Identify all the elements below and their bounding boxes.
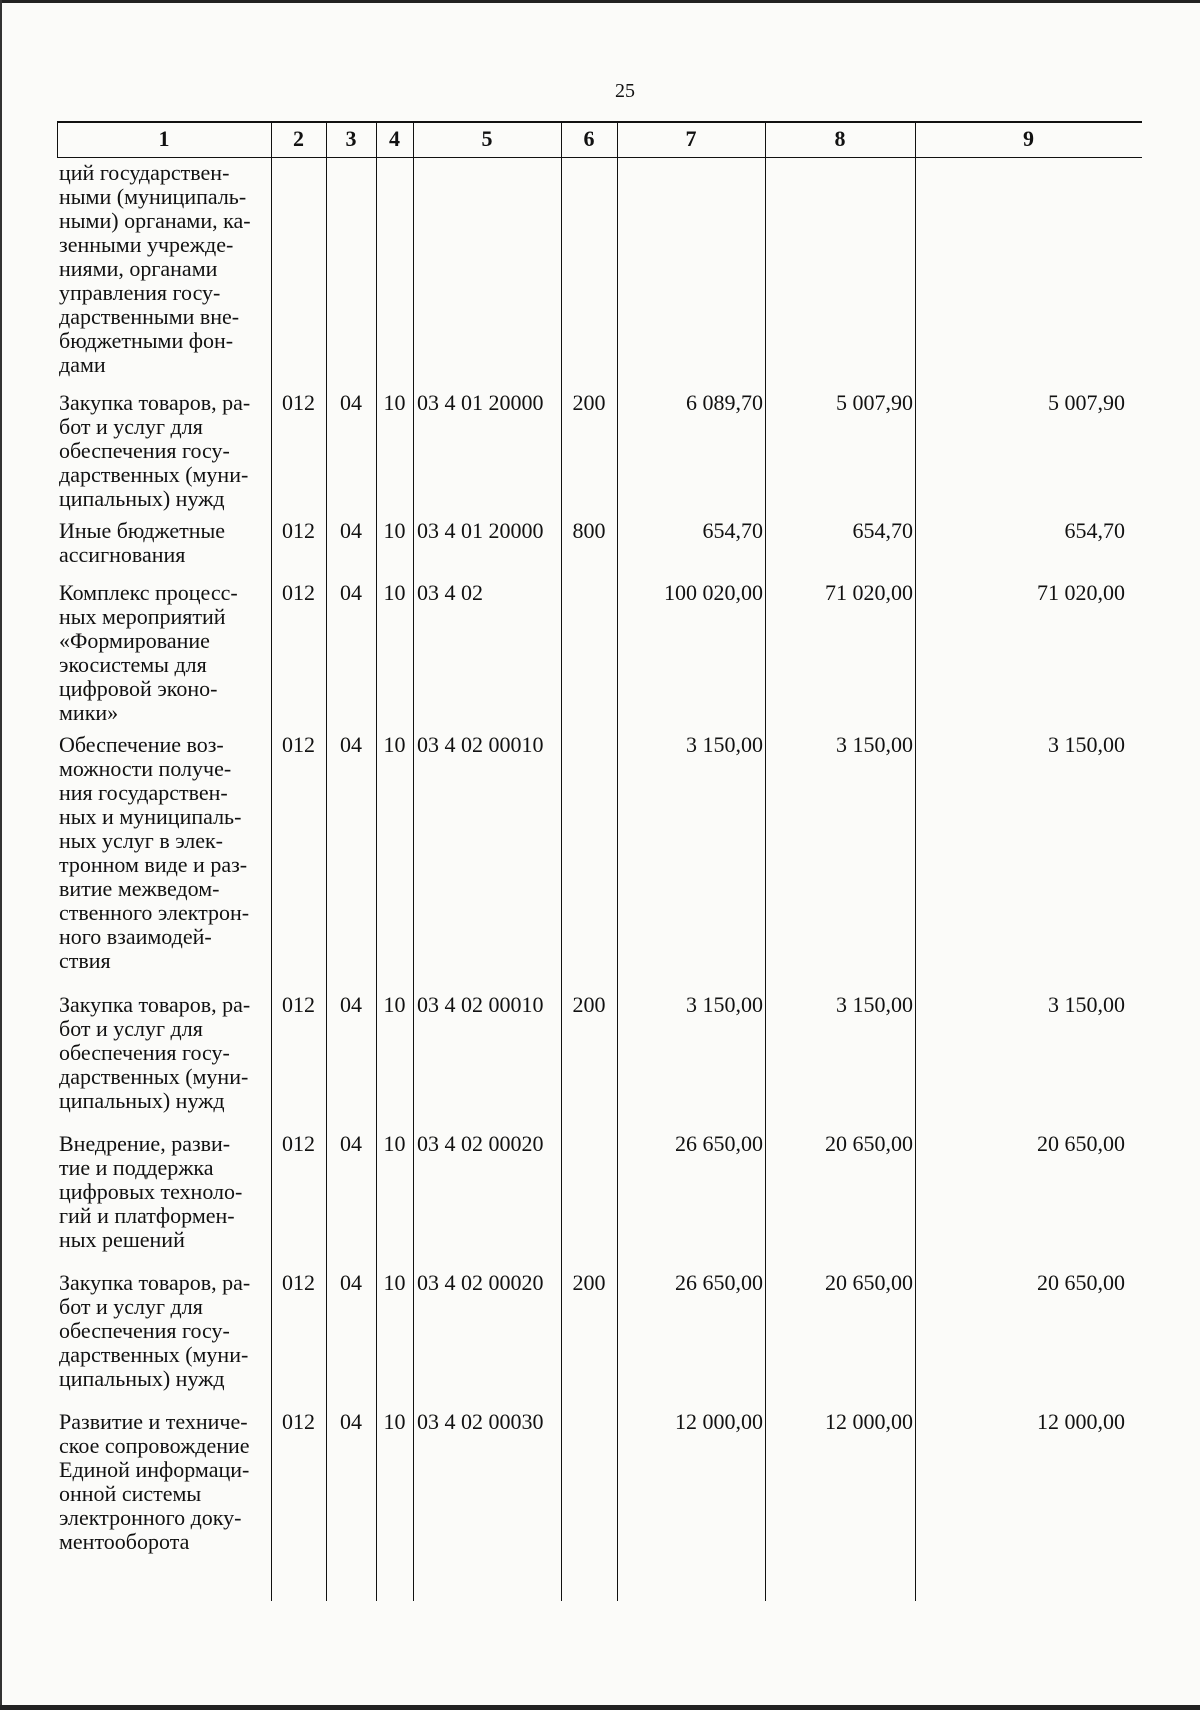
row-name: Обеспечение воз- можности получе- ния государствен- ных и муниципаль- ных услуг в элек- тронном виде и раз- витие межведом- ственного электрон- ного взаимодей- ствия [59, 732, 250, 973]
row-code-target: 03 4 02 00010 [417, 732, 544, 757]
row-code-ministry: 012 [282, 992, 315, 1017]
column-rule [915, 121, 916, 1601]
row-amount-col9: 12 000,00 [1037, 1409, 1125, 1434]
row-code-section: 04 [340, 518, 362, 543]
row-amount-col7: 26 650,00 [675, 1270, 763, 1295]
row-code-subsection: 10 [383, 992, 406, 1017]
row-code-target: 03 4 01 20000 [417, 518, 544, 543]
row-amount-col9: 20 650,00 [1037, 1270, 1125, 1295]
row-code-ministry: 012 [282, 580, 315, 605]
row-name: Комплекс процесс- ных мероприятий «Формирование экосистемы для цифровой эконо- мики» [59, 580, 238, 725]
row-code-ministry: 012 [282, 390, 315, 415]
header-col-9: 9 [1023, 126, 1034, 151]
budget-table [57, 121, 1142, 1601]
row-code-section: 04 [340, 390, 362, 415]
row-amount-col8: 20 650,00 [825, 1131, 913, 1156]
row-amount-col8: 654,70 [852, 518, 913, 543]
row-code-section: 04 [340, 992, 362, 1017]
row-code-section: 04 [340, 1131, 362, 1156]
row-amount-col8: 71 020,00 [825, 580, 913, 605]
row-name: Закупка товаров, ра- бот и услуг для обеспечения госу- дарственных (муни- ципальных) нужд [59, 992, 251, 1113]
row-code-target: 03 4 02 00020 [417, 1131, 544, 1156]
row-amount-col7: 6 089,70 [686, 390, 763, 415]
column-rule [376, 121, 377, 1601]
scan-edge-top [0, 0, 1200, 3]
row-amount-col8: 3 150,00 [836, 992, 913, 1017]
row-amount-col9: 654,70 [1064, 518, 1125, 543]
row-amount-col8: 12 000,00 [825, 1409, 913, 1434]
header-col-2: 2 [293, 126, 304, 151]
row-amount-col8: 5 007,90 [836, 390, 913, 415]
row-name: Внедрение, разви- тие и поддержка цифровых техноло- гий и платформен- ных решений [59, 1131, 243, 1252]
row-code-subsection: 10 [383, 1409, 406, 1434]
header-col-6: 6 [583, 126, 595, 151]
row-code-expense-type: 200 [572, 390, 606, 415]
row-code-target: 03 4 01 20000 [417, 390, 544, 415]
row-name: Закупка товаров, ра- бот и услуг для обеспечения госу- дарственных (муни- ципальных) нужд [59, 390, 251, 511]
row-code-subsection: 10 [383, 1131, 406, 1156]
row-code-expense-type: 200 [572, 992, 606, 1017]
row-amount-col7: 100 020,00 [664, 580, 763, 605]
row-amount-col8: 20 650,00 [825, 1270, 913, 1295]
row-code-section: 04 [340, 580, 362, 605]
column-rule [765, 121, 766, 1601]
row-code-expense-type: 800 [572, 518, 606, 543]
row-amount-col9: 20 650,00 [1037, 1131, 1125, 1156]
row-code-subsection: 10 [383, 390, 406, 415]
row-code-section: 04 [340, 1409, 362, 1434]
row-code-target: 03 4 02 00020 [417, 1270, 544, 1295]
row-amount-col7: 654,70 [702, 518, 763, 543]
row-code-expense-type: 200 [572, 1270, 606, 1295]
row-name: Развитие и техниче- ское сопровождение Единой информаци- онной системы электронного доку- ментооборота [59, 1409, 250, 1554]
row-code-ministry: 012 [282, 1409, 315, 1434]
header-col-4: 4 [389, 126, 400, 151]
row-code-ministry: 012 [282, 732, 315, 757]
row-code-subsection: 10 [383, 580, 406, 605]
header-col-7: 7 [685, 126, 697, 151]
row-code-subsection: 10 [383, 518, 406, 543]
row-name: Закупка товаров, ра- бот и услуг для обеспечения госу- дарственных (муни- ципальных) нужд [59, 1270, 251, 1391]
column-rule [271, 121, 272, 1601]
row-code-ministry: 012 [282, 1131, 315, 1156]
column-rule [326, 121, 327, 1601]
page-number: 25 [615, 80, 635, 102]
column-rule [617, 121, 618, 1601]
row-code-target: 03 4 02 [417, 580, 483, 605]
row-code-section: 04 [340, 1270, 362, 1295]
row-name: Иные бюджетные ассигнования [59, 518, 226, 567]
row-amount-col7: 12 000,00 [675, 1409, 763, 1434]
row-name: ций государствен- ными (муниципаль- ными) органами, ка- зенными учрежде- ниями, органами управления госу- дарственными вне- бюджетными фон- дами [59, 160, 251, 377]
row-amount-col9: 3 150,00 [1048, 732, 1125, 757]
header-bottom-rule [57, 157, 1142, 158]
scan-edge-bottom [0, 1705, 1200, 1710]
row-code-section: 04 [340, 732, 362, 757]
row-amount-col9: 5 007,90 [1048, 390, 1125, 415]
scan-edge-left [0, 0, 2, 1710]
row-amount-col7: 3 150,00 [686, 732, 763, 757]
row-code-ministry: 012 [282, 1270, 315, 1295]
row-code-subsection: 10 [383, 732, 406, 757]
header-col-1: 1 [158, 126, 170, 151]
row-code-target: 03 4 02 00010 [417, 992, 544, 1017]
row-code-target: 03 4 02 00030 [417, 1409, 544, 1434]
column-rule [561, 121, 562, 1601]
row-amount-col7: 26 650,00 [675, 1131, 763, 1156]
row-code-ministry: 012 [282, 518, 315, 543]
header-col-3: 3 [345, 126, 357, 151]
header-col-8: 8 [834, 126, 846, 151]
row-amount-col9: 3 150,00 [1048, 992, 1125, 1017]
row-amount-col7: 3 150,00 [686, 992, 763, 1017]
row-amount-col9: 71 020,00 [1037, 580, 1125, 605]
row-amount-col8: 3 150,00 [836, 732, 913, 757]
column-rule [413, 121, 414, 1601]
row-code-subsection: 10 [383, 1270, 406, 1295]
header-col-5: 5 [481, 126, 493, 151]
